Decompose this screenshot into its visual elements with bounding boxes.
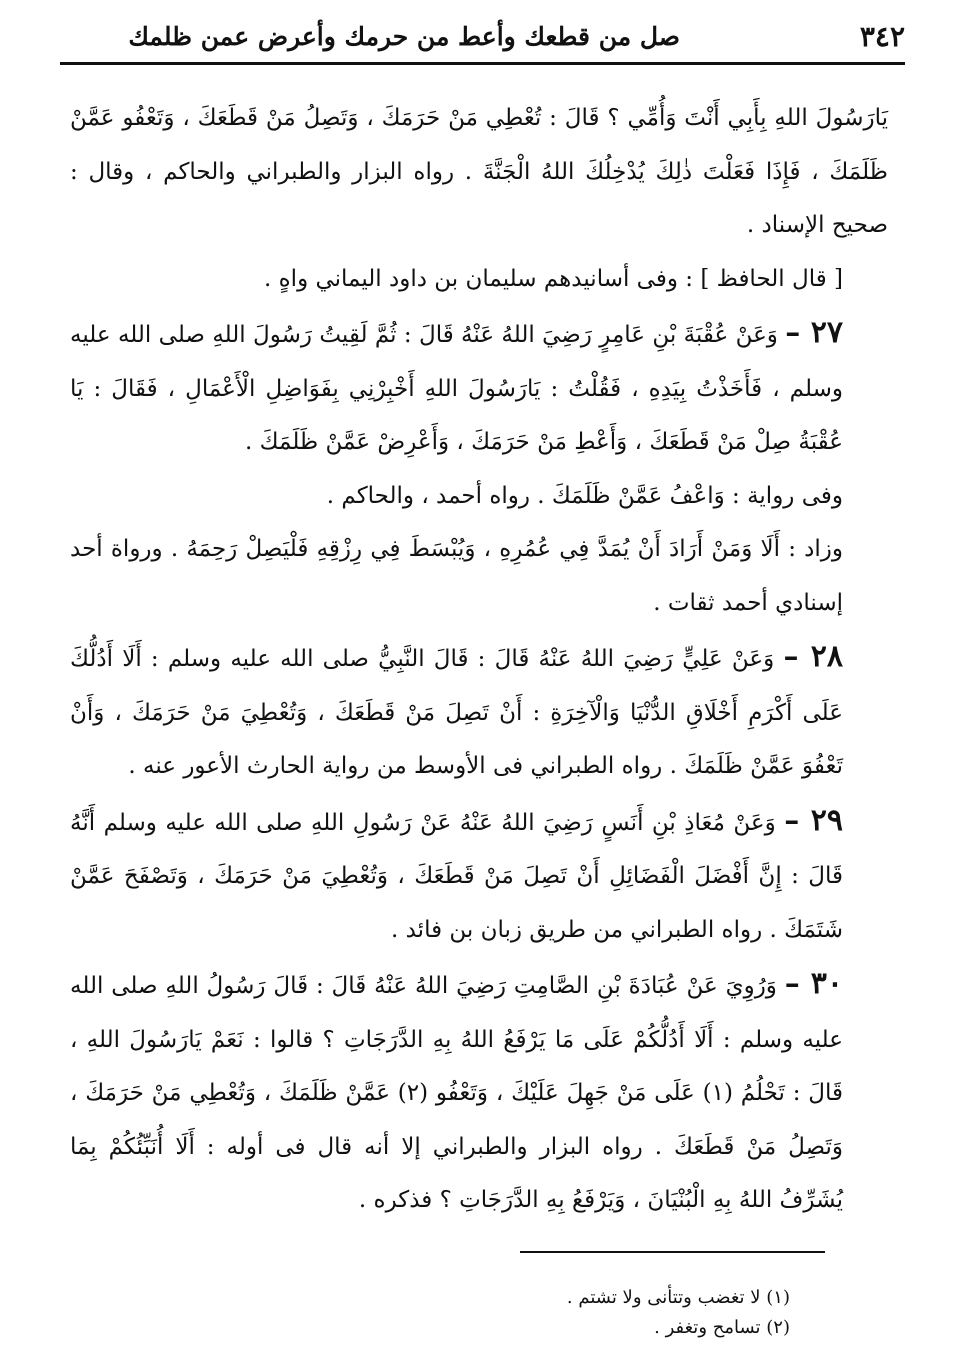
footnote-2: (٢) تسامح وتغفر . <box>654 1317 790 1338</box>
hadith-number: ٢٧ – <box>785 315 843 350</box>
paragraph-text: وَعَنْ عُقْبَةَ بْنِ عَامِرٍ رَضِيَ اللهُ عَنْهُ قَالَ : ثُمَّ لَقِيتُ رَسُولَ اللهِ صلى الله عليه وسلم ، فَأَخَذْتُ بِيَدِهِ ، فَقُلْتُ : يَارَسُولَ اللهِ أَخْبِرْنِي بِفَوَاضِلِ الْأَعْمَالِ ، فَقَالَ : يَا عُقْبَةُ صِلْ مَنْ قَطَعَكَ ، وَأَعْطِ مَنْ حَرَمَكَ ، وَأَعْرِضْ عَمَّنْ ظَلَمَكَ . <box>70 322 843 455</box>
footnote-rule <box>520 1251 825 1253</box>
hadith-number: ٢٨ – <box>783 639 843 674</box>
paragraph-text: وَرُوِيَ عَنْ عُبَادَةَ بْنِ الصَّامِتِ رَضِيَ اللهُ عَنْهُ قَالَ : قَالَ رَسُولُ اللهِ صلى الله عليه وسلم : أَلَا أَدُلُّكُمْ عَلَى مَا يَرْفَعُ اللهُ بِهِ الدَّرَجَاتِ ؟ قالوا : نَعَمْ يَارَسُولَ اللهِ ، قَالَ : تَحْلُمُ (١) عَلَى مَنْ جَهِلَ عَلَيْكَ ، وَتَعْفُو (٢) عَمَّنْ ظَلَمَكَ ، وَتُعْطِي مَنْ حَرَمَكَ ، وَتَصِلُ مَنْ قَطَعَكَ . رواه البزار والطبراني إلا أنه قال فى أوله : أَلَا أُنَبِّئُكُمْ بِمَا يُشَرِّفُ اللهُ بِهِ الْبُنْيَانَ ، وَيَرْفَعُ بِهِ الدَّرَجَاتِ ؟ فذكره . <box>70 973 843 1213</box>
paragraph-text: يَارَسُولَ اللهِ بِأَبِي أَنْتَ وَأُمِّي ؟ قَالَ : تُعْطِي مَنْ حَرَمَكَ ، وَتَصِلُ مَنْ قَطَعَكَ ، وَتَعْفُو عَمَّنْ ظَلَمَكَ ، فَإِذَا فَعَلْتَ ذٰلِكَ يُدْخِلُكَ اللهُ الْجَنَّةَ . رواه البزار والطبراني والحاكم ، وقال : صحيح الإسناد . <box>70 105 888 238</box>
header-rule <box>60 62 905 65</box>
main-text <box>70 92 888 1228</box>
paragraph-text: وفى رواية : وَاعْفُ عَمَّنْ ظَلَمَكَ . رواه أحمد ، والحاكم . <box>326 482 843 509</box>
page-number: ٣٤٢ <box>859 20 905 53</box>
paragraph-text: وزاد : أَلَا وَمَنْ أَرَادَ أَنْ يُمَدَّ فِي عُمُرِهِ ، وَيُبْسَطَ فِي رِزْقِهِ فَلْيَصِلْ رَحِمَهُ . ورواة أحد إسنادي أحمد ثقات . <box>70 536 843 616</box>
paragraph-text: وَعَنْ مُعَاذِ بْنِ أَنَسٍ رَضِيَ اللهُ عَنْهُ عَنْ رَسُولِ اللهِ صلى الله عليه وسلم أَنَّهُ قَالَ : إِنَّ أَفْضَلَ الْفَضَائِلِ أَنْ تَصِلَ مَنْ قَطَعَكَ ، وَتُعْطِيَ مَنْ حَرَمَكَ ، وَتَصْفَحَ عَمَّنْ شَتَمَكَ . رواه الطبراني من طريق زبان بن فائد . <box>70 809 843 943</box>
paragraph-text: وَعَنْ عَلِيٍّ رَضِيَ اللهُ عَنْهُ قَالَ : قَالَ النَّبِيُّ صلى الله عليه وسلم : أَلَا أَدُلُّكَ عَلَى أَكْرَمِ أَخْلَاقِ الدُّنْيَا وَالْآخِرَةِ : أَنْ تَصِلَ مَنْ قَطَعَكَ ، وَتُعْطِيَ مَنْ حَرَمَكَ ، وَأَنْ تَعْفُوَ عَمَّنْ ظَلَمَكَ . رواه الطبراني فى الأوسط من رواية الحارث الأعور عنه . <box>70 646 843 779</box>
paragraph-zada <box>70 523 888 630</box>
paragraph-text: [ قال الحافظ ] : وفى أسانيدهم سليمان بن داود اليماني واهٍ . <box>264 265 843 292</box>
hadith-number: ٣٠ – <box>784 966 844 1001</box>
footnote-1: (١) لا تغضب وتتأنى ولا تشتم . <box>566 1287 790 1308</box>
paragraph-riwaya <box>70 470 888 524</box>
hadith-28 <box>70 630 888 794</box>
hadith-27 <box>70 306 888 470</box>
hadith-30 <box>70 957 888 1228</box>
hadith-number: ٢٩ – <box>784 802 844 838</box>
hadith-29 <box>70 794 888 958</box>
running-title: صل من قطعك وأعط من حرمك وأعرض عمن ظلمك <box>128 22 680 51</box>
paragraph-continuation <box>70 92 888 253</box>
page-header <box>60 12 905 60</box>
paragraph-hafiz-note <box>70 253 888 307</box>
footnotes <box>400 1283 790 1343</box>
